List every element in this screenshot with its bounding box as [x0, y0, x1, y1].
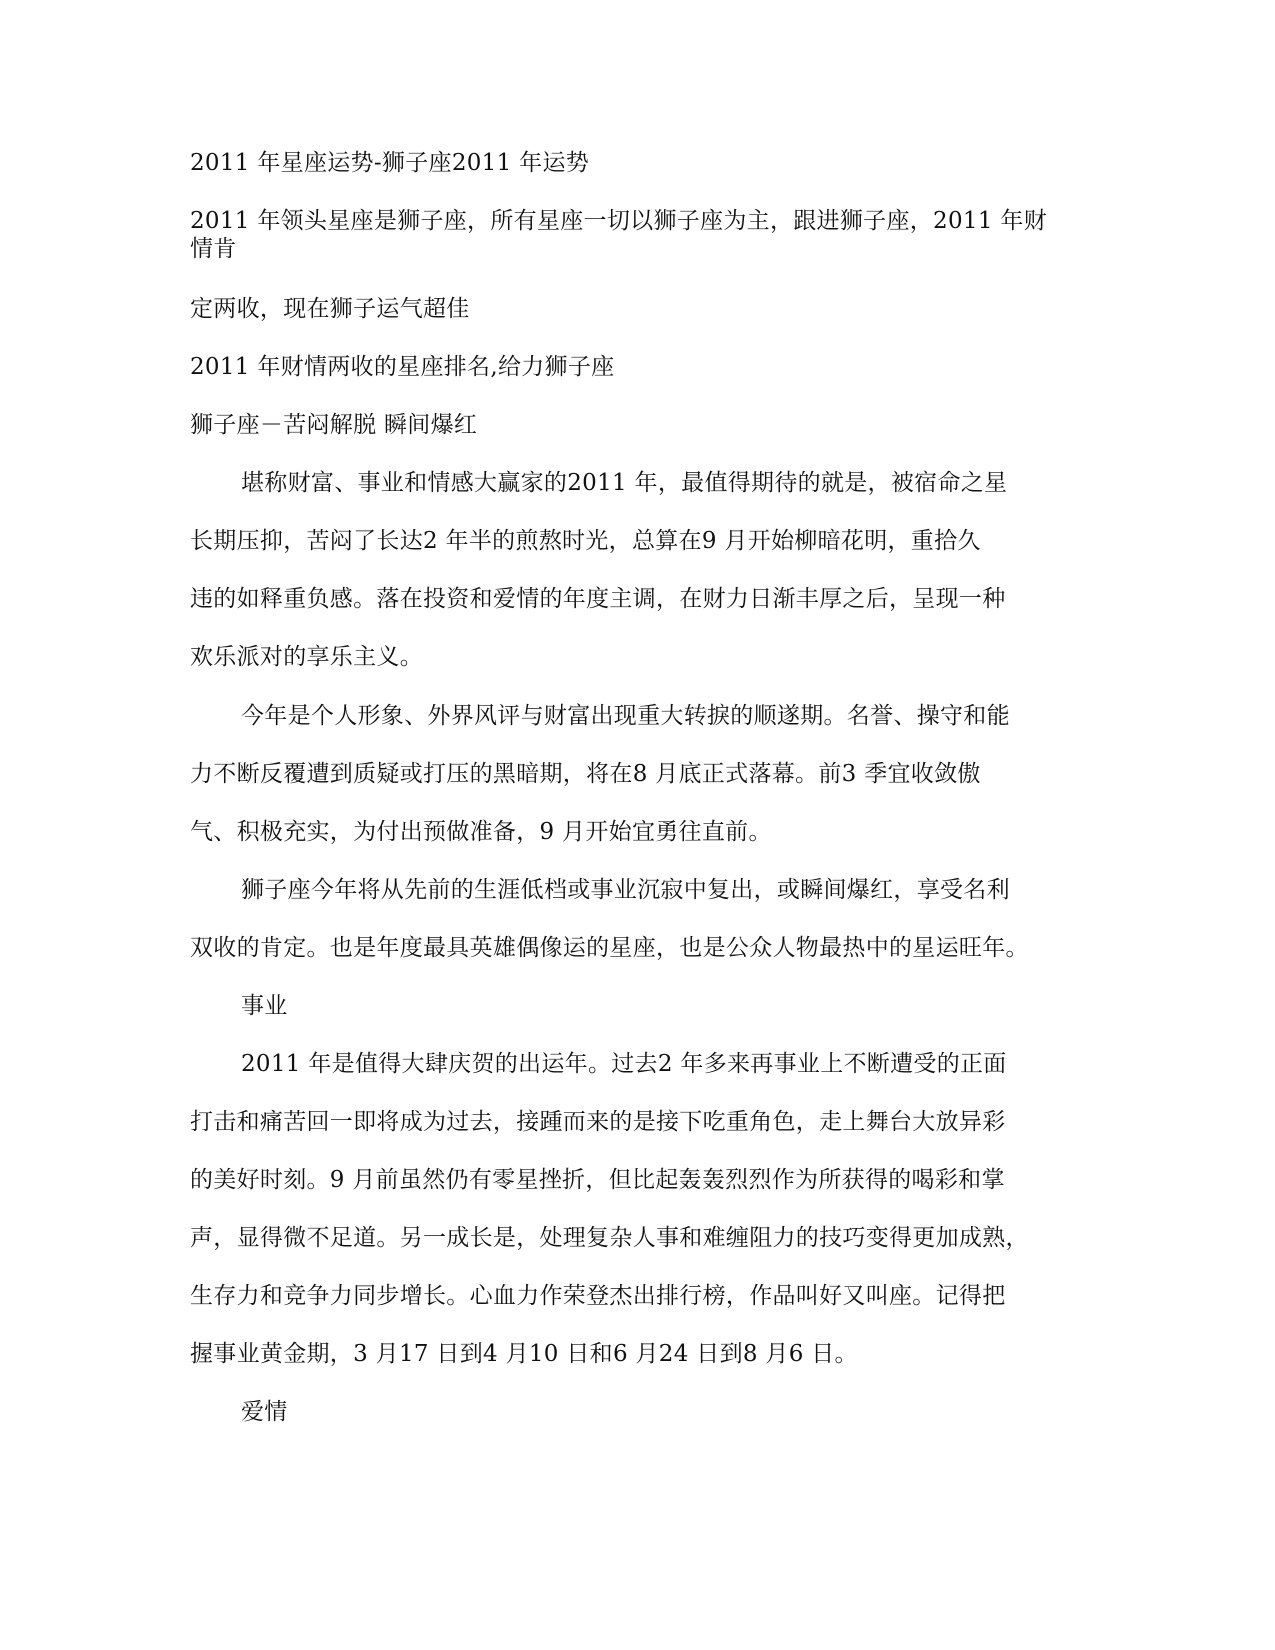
text-line: 情肯	[190, 236, 237, 262]
paragraph-line: 欢乐派对的享乐主义。	[190, 644, 423, 670]
paragraph-line: 违的如释重负感。落在投资和爱情的年度主调，在财力日渐丰厚之后，呈现一种	[190, 586, 1006, 612]
paragraph-line: 握事业黄金期，3 月17 日到4 月10 日和6 月24 日到8 月6 日。	[190, 1341, 858, 1367]
paragraph-line: 今年是个人形象、外界风评与财富出现重大转捩的顺遂期。名誉、操守和能	[241, 703, 1010, 729]
text-line: 2011 年领头星座是狮子座，所有星座一切以狮子座为主，跟进狮子座，2011 年财	[190, 208, 1047, 234]
paragraph-line: 声，显得微不足道。另一成长是，处理复杂人事和难缠阻力的技巧变得更加成熟，	[190, 1225, 1029, 1251]
paragraph-line: 长期压抑，苦闷了长达2 年半的煎熬时光，总算在9 月开始柳暗花明，重拾久	[190, 528, 981, 554]
document-title: 2011 年星座运势-狮子座2011 年运势	[190, 150, 590, 176]
paragraph-line: 力不断反覆遭到质疑或打压的黑暗期，将在8 月底正式落幕。前3 季宜收敛傲	[190, 761, 981, 787]
text-line: 定两收，现在狮子运气超佳	[190, 296, 470, 322]
paragraph-line: 2011 年是值得大肆庆贺的出运年。过去2 年多来再事业上不断遭受的正面	[241, 1051, 1007, 1077]
section-heading-career: 事业	[241, 993, 288, 1019]
paragraph-line: 生存力和竞争力同步增长。心血力作荣登杰出排行榜，作品叫好又叫座。记得把	[190, 1283, 1006, 1309]
section-heading: 狮子座－苦闷解脱 瞬间爆红	[190, 412, 478, 438]
paragraph-line: 堪称财富、事业和情感大赢家的2011 年，最值得期待的就是，被宿命之星	[241, 470, 1008, 496]
subheading: 2011 年财情两收的星座排名,给力狮子座	[190, 354, 615, 380]
paragraph-line: 狮子座今年将从先前的生涯低档或事业沉寂中复出，或瞬间爆红，享受名利	[241, 877, 1010, 903]
paragraph-line: 打击和痛苦回一即将成为过去，接踵而来的是接下吃重角色，走上舞台大放异彩	[190, 1109, 1006, 1135]
paragraph-line: 的美好时刻。9 月前虽然仍有零星挫折，但比起轰轰烈烈作为所获得的喝彩和掌	[190, 1167, 1005, 1193]
section-heading-love: 爱情	[241, 1399, 288, 1425]
paragraph-line: 气、积极充实，为付出预做准备，9 月开始宜勇往直前。	[190, 819, 772, 845]
paragraph-line: 双收的肯定。也是年度最具英雄偶像运的星座，也是公众人物最热中的星运旺年。	[190, 935, 1029, 961]
